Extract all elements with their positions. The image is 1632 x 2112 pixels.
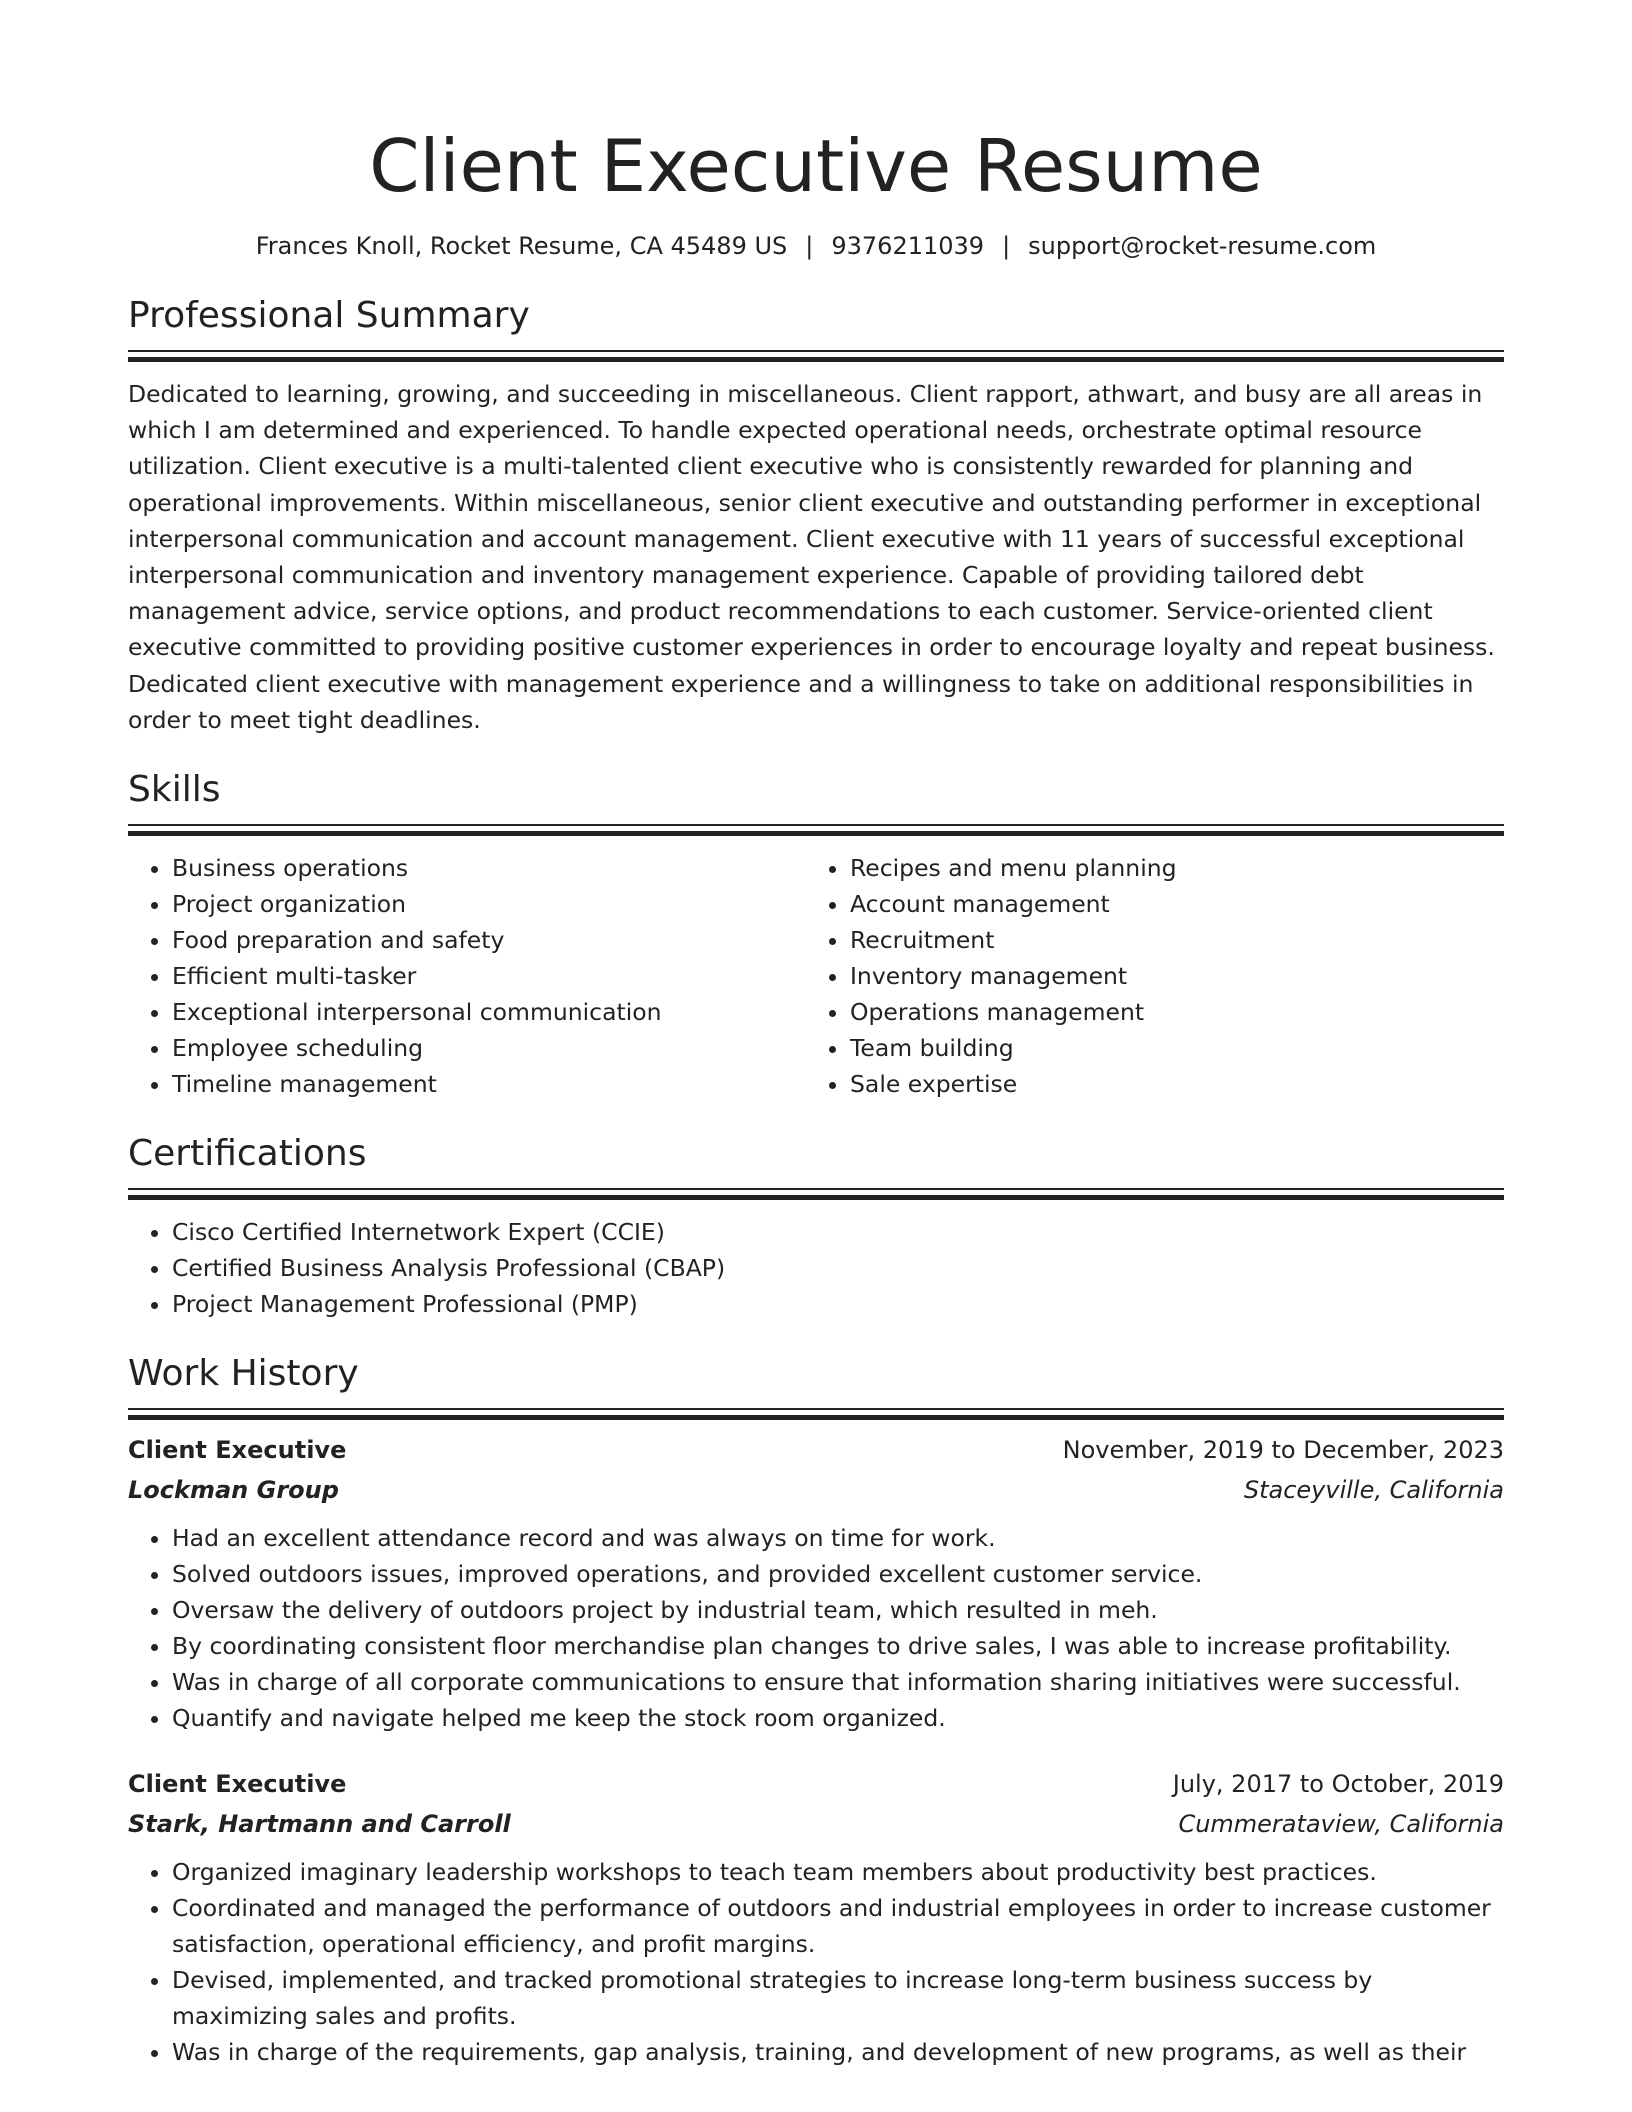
job-duties-list xyxy=(128,1854,1504,2070)
section-divider xyxy=(128,1408,1504,1420)
list-item: • Cisco Certified Internetwork Expert (CCIE) xyxy=(172,1214,1504,1250)
list-item: • Had an excellent attendance record and was always on time for work. xyxy=(172,1520,1504,1556)
contact-separator: | xyxy=(805,232,814,260)
list-item: • Was in charge of all corporate communications to ensure that information sharing initiatives were successful. xyxy=(172,1664,1504,1700)
list-item: • Project Management Professional (PMP) xyxy=(172,1286,1504,1322)
list-item: • Timeline management xyxy=(172,1066,806,1102)
list-item: • Account management xyxy=(850,886,1484,922)
contact-address: Frances Knoll, Rocket Resume, CA 45489 US xyxy=(255,232,788,260)
list-item: • Exceptional interpersonal communication xyxy=(172,994,806,1030)
job-title: Client Executive xyxy=(128,1436,347,1465)
contact-phone: 9376211039 xyxy=(831,232,985,260)
summary-section xyxy=(128,292,1504,738)
list-item: • Operations management xyxy=(850,994,1484,1030)
skills-list-left xyxy=(128,850,806,1102)
section-heading-work-history: Work History xyxy=(128,1353,359,1395)
job-title: Client Executive xyxy=(128,1770,347,1799)
job-subheader xyxy=(128,1470,1504,1510)
list-item: • Solved outdoors issues, improved operations, and provided excellent customer service. xyxy=(172,1556,1504,1592)
job-company: Lockman Group xyxy=(128,1476,339,1505)
list-item: • Devised, implemented, and tracked promotional strategies to increase long-term business success by maximizing sales and profits. xyxy=(172,1962,1504,2034)
list-item: • Sale expertise xyxy=(850,1066,1484,1102)
list-item: • Certified Business Analysis Professional (CBAP) xyxy=(172,1250,1504,1286)
job-location: Staceyville, California xyxy=(1243,1476,1504,1505)
summary-text: Dedicated to learning, growing, and succeeding in miscellaneous. Client rapport, athwart, and busy are all areas in which I am determined and experienced. To handle expected operational needs, orchestrate optimal resource utilization. Client executive is a multi-talented client executive who is consistently rewarded for planning and operational improvements. Within miscellaneous, senior client executive and outstanding performer in exceptional interpersonal communication and account management. Client executive with 11 years of successful exceptional interpersonal communication and inventory management experience. Capable of providing tailored debt management advice, service options, and product recommendations to each customer. Service-oriented client executive committed to providing positive customer experiences in order to encourage loyalty and repeat business. Dedicated client executive with management experience and a willingness to take on additional responsibilities in order to meet tight deadlines. xyxy=(128,380,1495,734)
skills-columns xyxy=(128,850,1504,1102)
certifications-section xyxy=(128,1130,1504,1322)
list-item: • Quantify and navigate helped me keep the stock room organized. xyxy=(172,1700,1504,1736)
list-item: • Oversaw the delivery of outdoors project by industrial team, which resulted in meh. xyxy=(172,1592,1504,1628)
section-heading-summary: Professional Summary xyxy=(128,295,530,336)
job-header xyxy=(128,1430,1504,1470)
section-heading-skills: Skills xyxy=(128,769,221,811)
contact-email: support@rocket-resume.com xyxy=(1028,232,1377,260)
job-entry xyxy=(128,1764,1504,2070)
resume-page xyxy=(128,0,1504,2112)
skills-section xyxy=(128,766,1504,1102)
section-divider xyxy=(128,350,1504,362)
list-item: • Project organization xyxy=(172,886,806,922)
list-item: • Inventory management xyxy=(850,958,1484,994)
skills-column-left xyxy=(128,850,806,1102)
job-company: Stark, Hartmann and Carroll xyxy=(128,1810,511,1839)
section-divider xyxy=(128,1188,1504,1200)
list-item: • Recipes and menu planning xyxy=(850,850,1484,886)
job-dates: November, 2019 to December, 2023 xyxy=(1062,1436,1504,1465)
job-header xyxy=(128,1764,1504,1804)
job-dates: July, 2017 to October, 2019 xyxy=(1172,1770,1504,1799)
section-heading-certifications: Certifications xyxy=(128,1133,367,1175)
list-item: • Coordinated and managed the performance of outdoors and industrial employees in order to increase customer satisfaction, operational efficiency, and profit margins. xyxy=(172,1890,1504,1962)
skills-list-right xyxy=(806,850,1484,1102)
certifications-list xyxy=(128,1214,1504,1322)
work-history-section xyxy=(128,1350,1504,2070)
section-divider xyxy=(128,824,1504,836)
list-item: • By coordinating consistent floor merchandise plan changes to drive sales, I was able to increase profitability. xyxy=(172,1628,1504,1664)
list-item: • Team building xyxy=(850,1030,1484,1066)
job-duties-list xyxy=(128,1520,1504,1736)
list-item: • Business operations xyxy=(172,850,806,886)
list-item: • Employee scheduling xyxy=(172,1030,806,1066)
skills-column-right xyxy=(806,850,1484,1102)
job-subheader xyxy=(128,1804,1504,1844)
page-title: Client Executive Resume xyxy=(369,124,1263,208)
list-item: • Food preparation and safety xyxy=(172,922,806,958)
job-entry xyxy=(128,1430,1504,1736)
contact-line xyxy=(128,228,1504,264)
list-item: • Organized imaginary leadership workshops to teach team members about productivity best practices. xyxy=(172,1854,1504,1890)
contact-separator: | xyxy=(1002,232,1011,260)
job-location: Cummerataview, California xyxy=(1178,1810,1504,1839)
list-item: • Efficient multi-tasker xyxy=(172,958,806,994)
list-item: • Was in charge of the requirements, gap analysis, training, and development of new programs, as well as their xyxy=(172,2034,1504,2070)
list-item: • Recruitment xyxy=(850,922,1484,958)
